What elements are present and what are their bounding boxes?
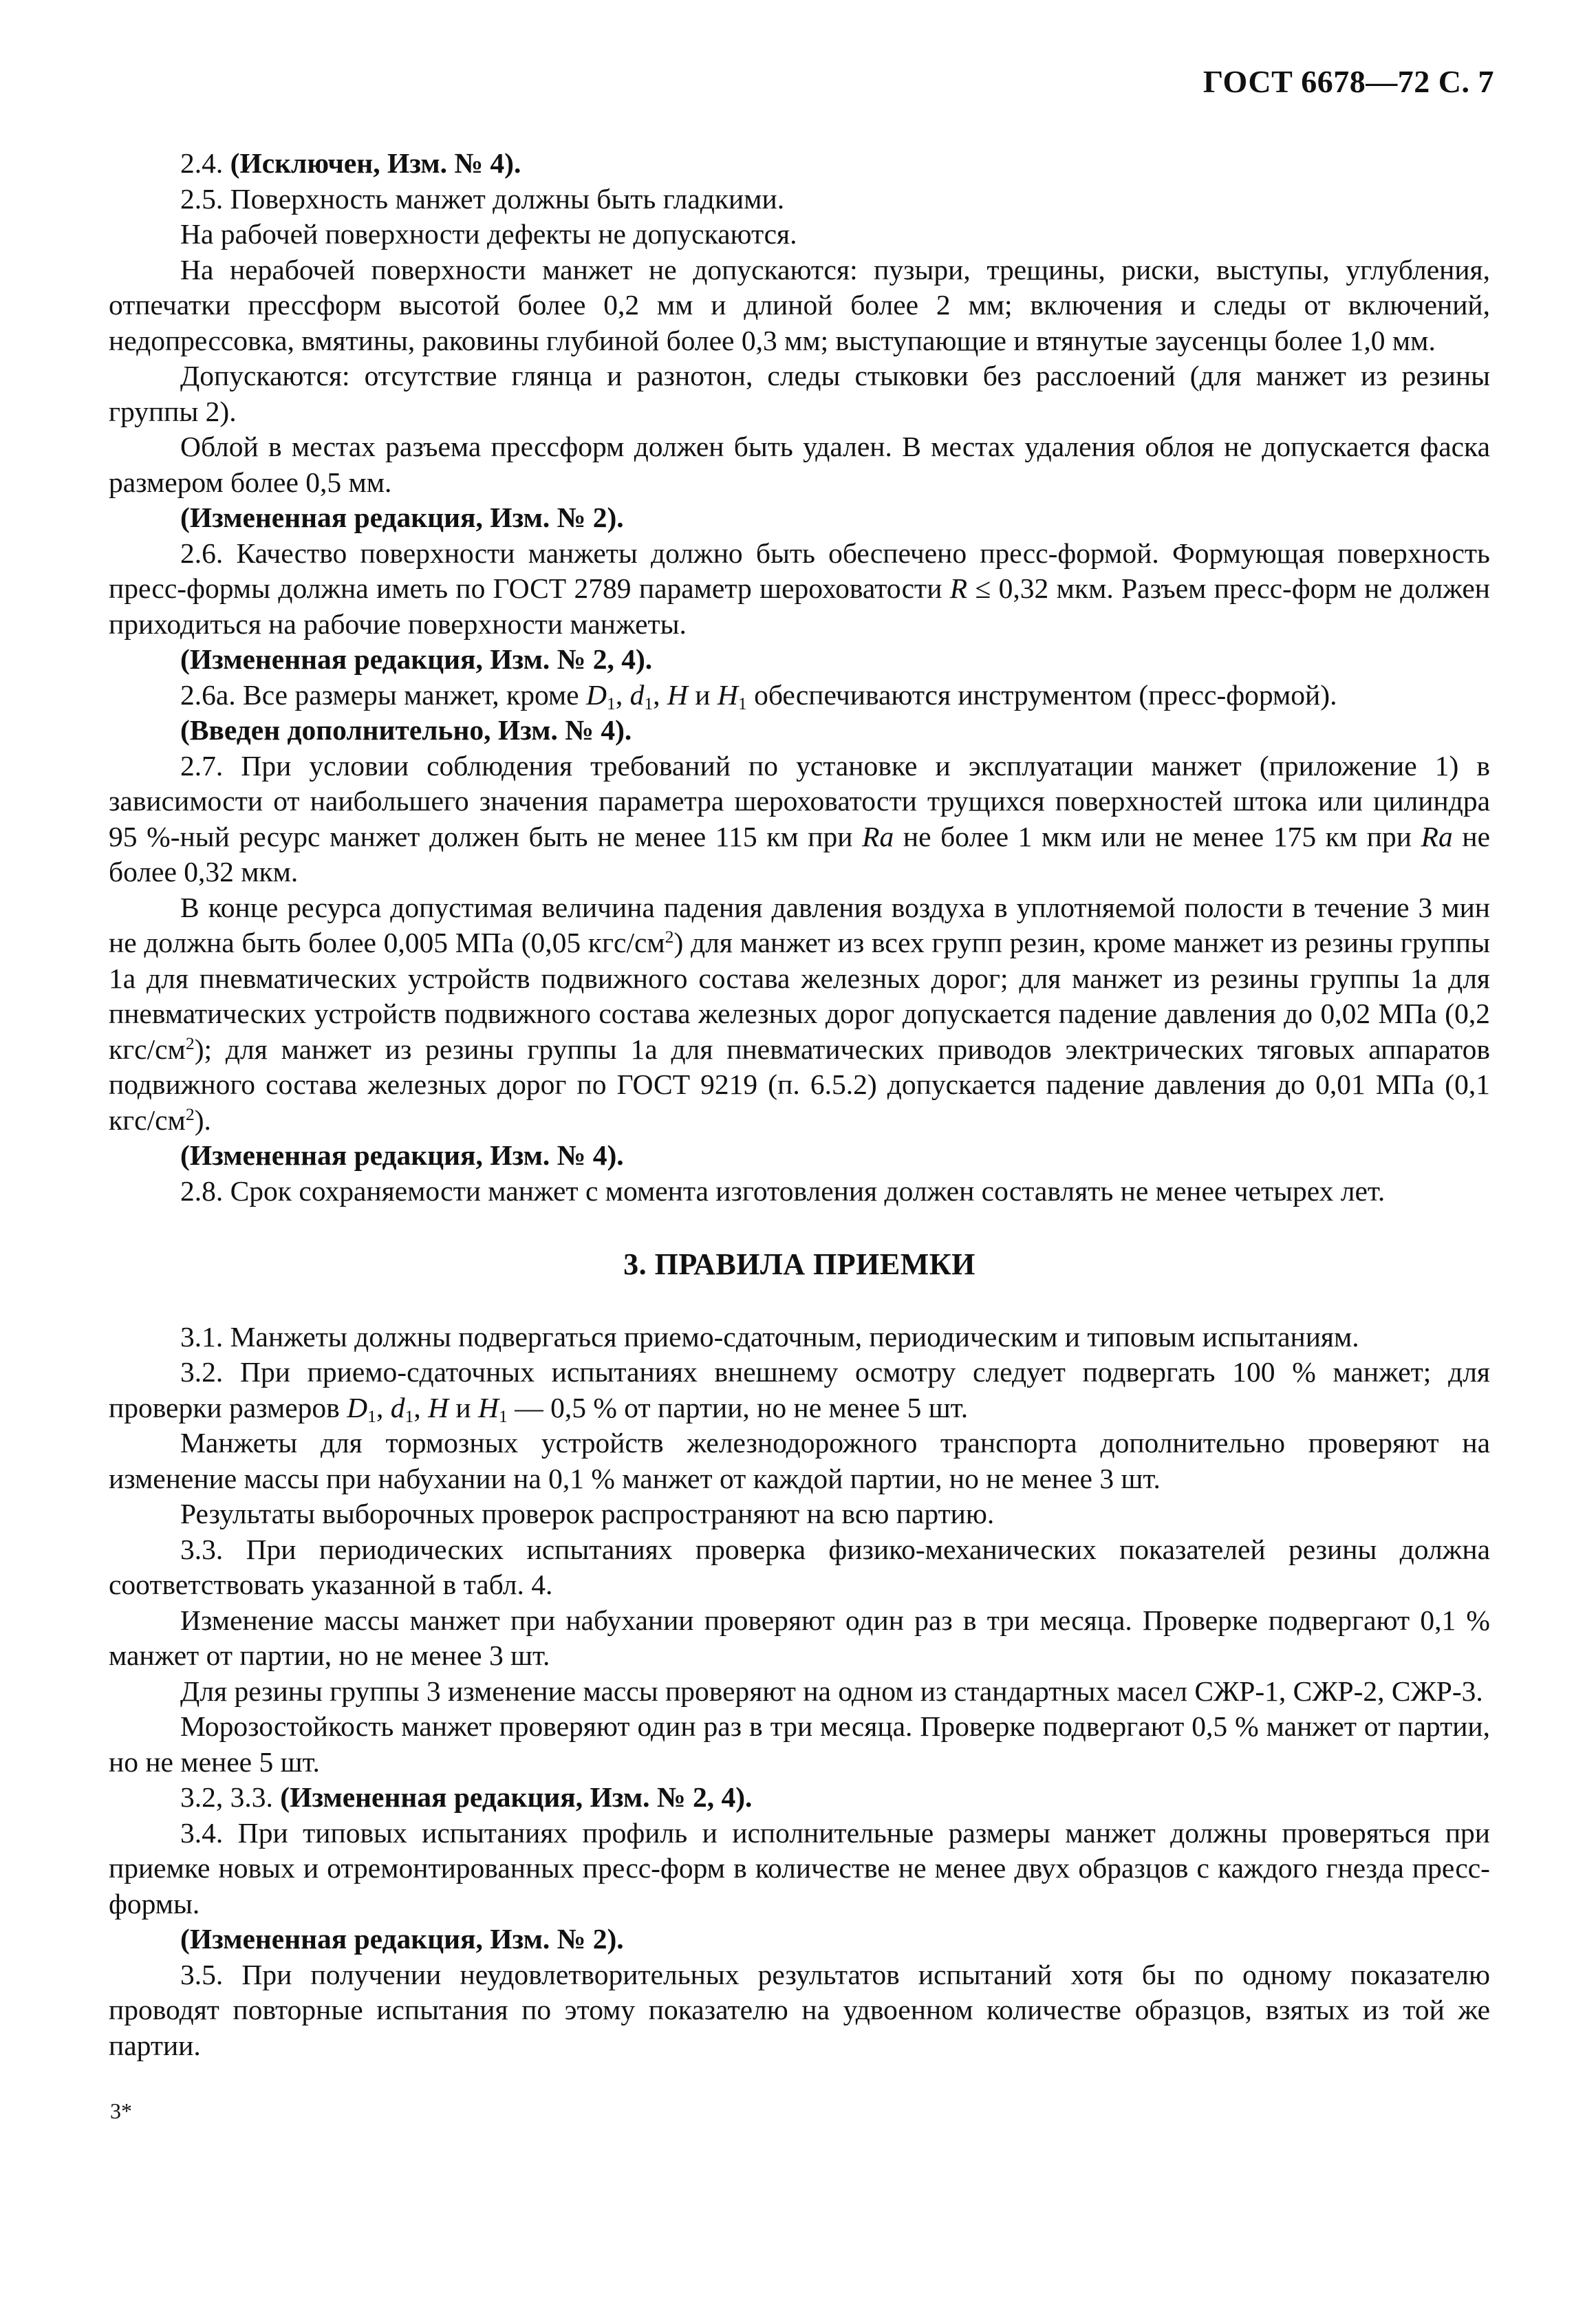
amendment-note: (Измененная редакция, Изм. № 2). — [180, 502, 624, 533]
paragraph-2-8: 2.8. Срок сохраняемости манжет с момента изготовления должен составлять не менее четырех лет. — [180, 1174, 1385, 1207]
paragraph-2-5: 2.5. Поверхность манжет должны быть гладкими. — [180, 182, 785, 215]
page-header: ГОСТ 6678—72 С. 7 — [1203, 64, 1494, 99]
clause-number: 2.4. — [180, 147, 224, 179]
paragraph-3-2-3-3-note: 3.2, 3.3. (Измененная редакция, Изм. № 2, 4). — [180, 1781, 753, 1813]
paragraph-pressure-drop: В конце ресурса допустимая величина падения давления воздуха в уплотняемой полости в течение 3 мин не должна быть более 0,005 МПа (0,05 кгс/$см^2$) для манжет из всех групп резин, кроме манжет из резины группы 1а для пневматических устройств подвижного состава железных дорог; для манжет из резины группы 1а для пневматических устройств подвижного состава железных дорог допускается падение давления до 0,02 МПа (0,2 кгс/$см^2$); для манжет из резины группы 1а для пневматических приводов электрических тяговых аппаратов подвижного состава железных дорог по ГОСТ 9219 (п. 6.5.2) допускается падение давления до 0,01 МПа (0,1 кгс/$см^2$). — [109, 891, 1490, 1136]
paragraph-flash-removal: Облой в местах разъема прессформ должен быть удален. В местах удаления облоя не допускается фаска размером более 0,5 мм. — [109, 431, 1490, 498]
paragraph-3-3: 3.3. При периодических испытаниях проверка физико-механических показателей резины должна соответствовать указанной в табл. 4. — [109, 1533, 1490, 1600]
amendment-note: (Введен дополнительно, Изм. № 4). — [180, 714, 632, 746]
paragraph-2-7: 2.7. При условии соблюдения требований по установке и эксплуатации манжет (приложение 1) в зависимости от наибольшего значения параметра шероховатости трущихся поверхностей штока или цилиндра 95 %-ный ресурс манжет должен быть не менее 115 км при Ra не более 1 мкм или не менее 175 км при Ra не более 0,32 мкм. — [109, 749, 1490, 888]
section-heading: 3. ПРАВИЛА ПРИЕМКИ — [623, 1247, 975, 1281]
paragraph-non-working-surface: На нерабочей поверхности манжет не допускаются: пузыри, трещины, риски, выступы, углубления, отпечатки прессформ высотой более 0,2 мм и длиной более 2 мм; включения и следы от включений, недопрессовка, вмятины, раковины глубиной более 0,3 мм; выступающие и втянутые заусенцы более 1,0 мм. — [109, 253, 1490, 356]
page-footer-mark: 3* — [110, 2098, 132, 2123]
paragraph-working-surface: На рабочей поверхности дефекты не допускаются. — [180, 218, 797, 250]
paragraph-2-6: 2.6. Качество поверхности манжеты должно быть обеспечено пресс-формой. Формующая поверхность пресс-формы должна иметь по ГОСТ 2789 параметр шероховатости R ≤ 0,32 мкм. Разъем пресс-форм не должен приходиться на рабочие поверхности манжеты. — [109, 537, 1490, 640]
paragraph-3-5: 3.5. При получении неудовлетворительных результатов испытаний хотя бы по одному показателю проводят повторные испытания по этому показателю на удвоенном количестве образцов, взятых из той же партии. — [109, 1958, 1490, 2061]
paragraph-2-6a: 2.6а. Все размеры манжет, кроме $D_1$, $d_1$, H и $H_1$ обеспечиваются инструментом (пресс-формой). — [180, 678, 1337, 713]
paragraph-frost-resistance: Морозостойкость манжет проверяют один раз в три месяца. Проверке подвергают 0,5 % манжет от партии, но не менее 5 шт. — [109, 1710, 1490, 1778]
paragraph-sampling: Результаты выборочных проверок распространяют на всю партию. — [180, 1498, 995, 1529]
paragraph-3-4: 3.4. При типовых испытаниях профиль и исполнительные размеры манжет должны проверяться при приемке новых и отремонтированных пресс-форм в количестве не менее двух образцов с каждого гнезда пресс-формы. — [109, 1816, 1490, 1920]
amendment-note: (Исключен, Изм. № 4). — [230, 147, 521, 179]
amendment-note: (Измененная редакция, Изм. № 4). — [180, 1139, 624, 1171]
paragraph-brake-cuffs: Манжеты для тормозных устройств железнодорожного транспорта дополнительно проверяют на изменение массы при набухании на 0,1 % манжет от каждой партии, но не менее 3 шт. — [109, 1427, 1490, 1494]
amendment-note: (Измененная редакция, Изм. № 2, 4). — [180, 643, 653, 675]
document-body — [109, 146, 1490, 2063]
paragraph-rubber-group-3: Для резины группы 3 изменение массы проверяют на одном из стандартных масел СЖР-1, СЖР-2, СЖР-3. — [180, 1675, 1483, 1707]
paragraph-2-4 — [109, 146, 1490, 182]
paragraph-mass-change: Изменение массы манжет при набухании проверяют один раз в три месяца. Проверке подвергают 0,1 % манжет от партии, но не менее 3 шт. — [109, 1604, 1490, 1671]
paragraph-allowed-defects: Допускаются: отсутствие глянца и разнотон, следы стыковки без расслоений (для манжет из резины группы 2). — [109, 360, 1490, 427]
paragraph-3-2: 3.2. При приемо-сдаточных испытаниях внешнему осмотру следует подвергать 100 % манжет; для проверки размеров $D_1$, $d_1$, H и $H_1$ — 0,5 % от партии, но не менее 5 шт. — [109, 1356, 1490, 1426]
paragraph-3-1: 3.1. Манжеты должны подвергаться приемо-сдаточным, периодическим и типовым испытаниям. — [180, 1320, 1359, 1353]
amendment-note: (Измененная редакция, Изм. № 2). — [180, 1923, 624, 1955]
